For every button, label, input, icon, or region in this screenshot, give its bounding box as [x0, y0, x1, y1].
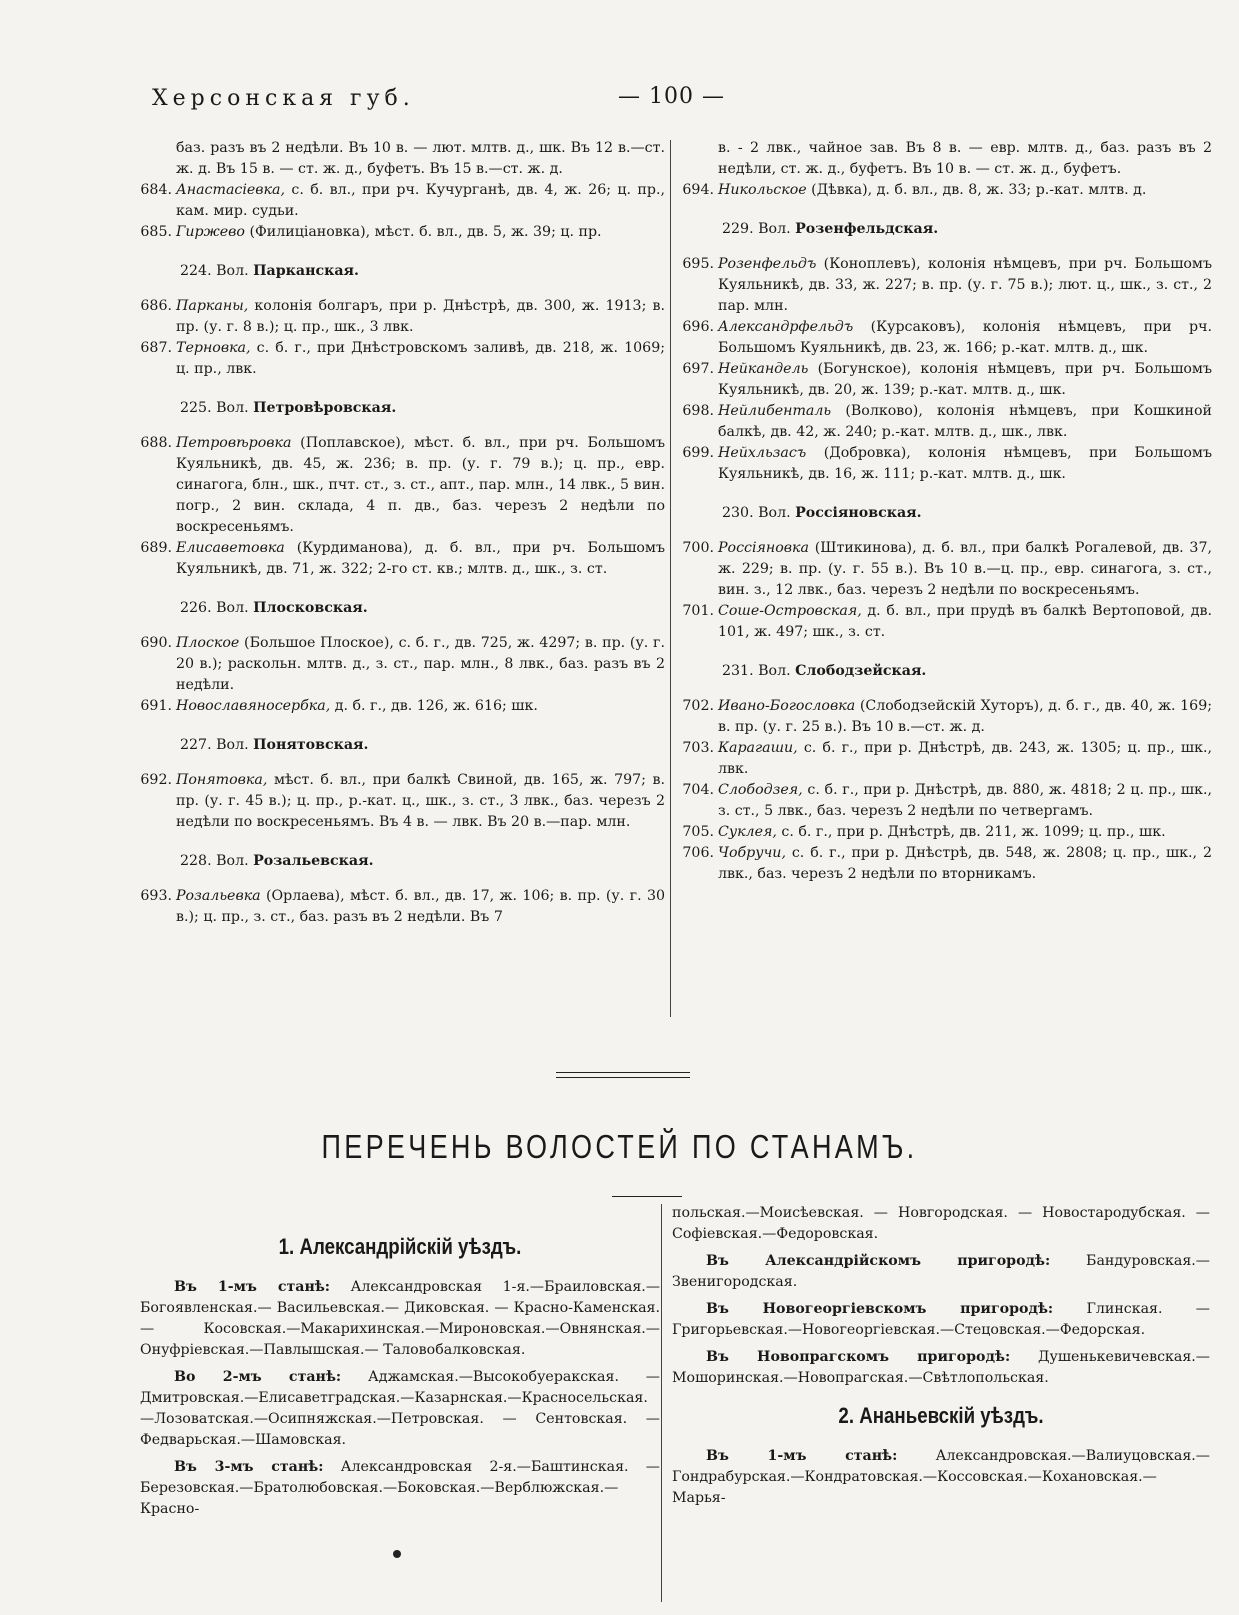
settlement-name: Елисаветовка — [176, 540, 285, 556]
settlement-name: Розенфельдъ — [718, 256, 817, 272]
settlement-name: Розальевка — [176, 888, 261, 904]
settlement-entry — [682, 822, 1212, 843]
settlement-entry — [682, 538, 1212, 601]
entry-number: 700. — [682, 540, 714, 556]
settlement-details: (Филиціановка), мѣст. б. вл., дв. 5, ж. 39; ц. пр. — [249, 224, 602, 240]
settlement-name: Россіяновка — [718, 540, 809, 556]
settlement-entry — [140, 633, 665, 696]
stan-label: Въ 3-мъ станѣ: — [174, 1459, 324, 1475]
running-header-title: Херсонская губ. — [152, 86, 415, 111]
stan-text: Аджамская.—Высокобуеракская. — Дмитровская.—Елисаветградская.—Казарнская.—Красносельская.—Лозоватская.—Осипняжская.—Петровская. — Сентовская. — Федварьская.—Шамовская. — [140, 1369, 660, 1448]
prigorod-label: Въ Новогеоргіевскомъ пригородѣ: — [706, 1301, 1054, 1317]
settlement-details: (Коноплевъ), колонія нѣмцевъ, при рч. Большомъ Куяльникѣ, дв. 33, ж. 227; в. пр. (у. г. 75 в.); лют. ц., шк., з. ст., 2 пар. млн. — [718, 256, 1212, 314]
prigorod-label: Въ Новопрагскомъ пригородѣ: — [706, 1349, 1011, 1365]
settlement-name: Никольское — [718, 182, 807, 198]
uezd-title: 2. Ананьевскій уѣздъ. — [838, 1403, 1044, 1428]
prigorod-paragraph — [672, 1251, 1210, 1293]
entry-number: 691. — [140, 698, 172, 714]
settlement-entry — [140, 180, 665, 222]
stan-label: Во 2-мъ станѣ: — [174, 1369, 342, 1385]
volost-heading — [140, 398, 665, 419]
settlement-entry — [682, 601, 1212, 643]
stan-label: Въ 1-мъ станѣ: — [174, 1279, 331, 1295]
entry-list — [682, 180, 1212, 201]
settlement-details: (Добровка), колонія нѣмцевъ, при Большомъ Куяльникѣ, дв. 16, ж. 111; р.-кат. млтв. д., шк. — [718, 445, 1212, 482]
stan-text: Александровская 2-я.—Баштинская. —Березовская.—Братолюбовская.—Боковская.—Верблюжская.— Красно- — [140, 1459, 660, 1517]
entry-number: 688. — [140, 435, 172, 451]
page-number: — 100 — — [618, 84, 725, 109]
entry-number: 706. — [682, 845, 714, 861]
settlement-details: (Большое Плоское), с. б. г., дв. 725, ж. 4297; в. пр. (у. г. 20 в.); раскольн. млтв. д., з. ст., пар. млн., 8 лвк., баз. разъ въ 2 недѣли. — [176, 635, 665, 693]
entry-number: 692. — [140, 772, 172, 788]
settlement-name: Нейхльзасъ — [718, 445, 807, 461]
settlement-name: Суклея, — [718, 824, 777, 840]
settlement-details: с. б. г., при р. Днѣстрѣ, дв. 243, ж. 1305; ц. пр., шк., лвк. — [718, 740, 1212, 777]
settlement-details: д. б. вл., при прудѣ въ балкѣ Вертоповой, дв. 101, ж. 497; шк., з. ст. — [718, 603, 1212, 640]
volost-name: Розенфельдская. — [795, 221, 939, 237]
volost-heading — [140, 598, 665, 619]
settlement-entry — [682, 738, 1212, 780]
volost-number: 225. — [180, 400, 212, 416]
settlement-entry — [682, 401, 1212, 443]
volost-abbr: Вол. — [216, 400, 249, 416]
settlement-entry — [682, 180, 1212, 201]
settlement-details: с. б. г., при Днѣстровскомъ заливѣ, дв. 218, ж. 1069; ц. пр., лвк. — [176, 340, 665, 377]
volost-heading — [682, 661, 1212, 682]
entry-list — [140, 770, 665, 833]
settlement-name: Новославяносербка, — [176, 698, 331, 714]
settlement-entry — [682, 359, 1212, 401]
settlement-entry — [682, 443, 1212, 485]
volost-number: 226. — [180, 600, 212, 616]
settlement-entry — [140, 770, 665, 833]
settlement-details: (Курсаковъ), колонія нѣмцевъ, при рч. Большомъ Куяльникѣ, дв. 23, ж. 166; р.-кат. млтв. д., шк. — [718, 319, 1212, 356]
volost-abbr: Вол. — [216, 853, 249, 869]
section-rule-top — [556, 1072, 690, 1073]
prigorod-paragraph — [672, 1347, 1210, 1389]
volost-number: 230. — [722, 505, 754, 521]
entry-number: 704. — [682, 782, 714, 798]
settlement-details: колонія болгаръ, при р. Днѣстрѣ, дв. 300, ж. 1913; в. пр. (у. г. 8 в.); ц. пр., шк., 3 лвк. — [176, 298, 665, 335]
volost-name: Понятовская. — [253, 737, 369, 753]
lower-right-column — [672, 1203, 1210, 1515]
prigorod-text: Душенькевичевская.—Мошоринская.—Новопрагская.—Свѣтлопольская. — [672, 1349, 1210, 1386]
settlement-name: Нейкандель — [718, 361, 809, 377]
entry-number: 694. — [682, 182, 714, 198]
prigorod-text: Бандуровская.—Звенигородская. — [672, 1253, 1210, 1290]
volost-heading — [682, 219, 1212, 240]
volost-number: 227. — [180, 737, 212, 753]
settlement-entry — [140, 696, 665, 717]
volost-number: 228. — [180, 853, 212, 869]
entry-number: 696. — [682, 319, 714, 335]
volost-name: Плосковская. — [253, 600, 368, 616]
stan-text: Александровская 1-я.—Браиловская.—Богоявленская.— Васильевская.— Диковская. — Красно-Каменская. — Косовская.—Макарихинская.—Мироновская.—Овнянская.—Онуфріевская.—Павлышская.— Таловобалковская. — [140, 1279, 661, 1358]
settlement-name: Чобручи, — [718, 845, 786, 861]
stan-text: Александровская.—Валиуцовская.—Гондрабурская.—Кондратовская.—Коссовская.—Кохановская.—Марья- — [672, 1448, 1210, 1506]
title-underline — [612, 1196, 682, 1197]
settlement-name: Гиржево — [176, 224, 245, 240]
entry-number: 703. — [682, 740, 714, 756]
settlement-entry — [682, 254, 1212, 317]
settlement-entry — [682, 780, 1212, 822]
continued-text: в. - 2 лвк., чайное зав. Въ 8 в. — евр. млтв. д., баз. разъ въ 2 недѣли, ст. ж. д., буфетъ. Въ 10 в. — ст. ж. д., буфетъ. — [718, 140, 1212, 177]
entry-number: 690. — [140, 635, 172, 651]
volost-abbr: Вол. — [216, 600, 249, 616]
right-column — [682, 138, 1212, 885]
volost-number: 229. — [722, 221, 754, 237]
settlement-name: Анастасіевка, — [176, 182, 285, 198]
volost-abbr: Вол. — [758, 221, 791, 237]
volost-heading — [682, 503, 1212, 524]
entry-number: 698. — [682, 403, 714, 419]
entry-list — [682, 254, 1212, 485]
settlement-details: (Волково), колонія нѣмцевъ, при Кошкиной балкѣ, дв. 42, ж. 240; р.-кат. млтв. д., шк., лвк. — [718, 403, 1212, 440]
settlement-name: Понятовка, — [176, 772, 268, 788]
lower-left-column — [140, 1220, 660, 1526]
settlement-name: Петровѣровка — [176, 435, 292, 451]
entry-number: 697. — [682, 361, 714, 377]
entry-list — [682, 538, 1212, 643]
entry-list — [140, 180, 665, 243]
entry-number: 693. — [140, 888, 172, 904]
section-rule-bottom — [556, 1077, 690, 1078]
entry-number: 702. — [682, 698, 714, 714]
settlement-details: (Курдиманова), д. б. вл., при рч. Большомъ Куяльникѣ, дв. 71, ж. 322; 2-го ст. кв.; млтв. д., шк., з. ст. — [176, 540, 665, 577]
entry-number: 701. — [682, 603, 714, 619]
settlement-entry — [140, 296, 665, 338]
entry-list — [682, 696, 1212, 885]
settlement-details: (Дѣвка), д. б. вл., дв. 8, ж. 33; р.-кат. млтв. д. — [811, 182, 1147, 198]
prigorod-text: Глинская. — Григорьевская.—Новогеоргіевская.—Стецовская.—Федорская. — [672, 1301, 1210, 1338]
volost-heading — [140, 261, 665, 282]
prigorod-paragraph — [672, 1299, 1210, 1341]
settlement-entry — [140, 222, 665, 243]
settlement-details: (Богунское), колонія нѣмцевъ, при рч. Большомъ Куяльникѣ, дв. 20, ж. 139; р.-кат. млтв. д., шк. — [718, 361, 1212, 398]
settlement-details: с. б. вл., при рч. Кучурганѣ, дв. 4, ж. 26; ц. пр., кам. мир. судьи. — [176, 182, 665, 219]
volost-abbr: Вол. — [216, 263, 249, 279]
entry-number: 686. — [140, 298, 172, 314]
volost-heading — [140, 735, 665, 756]
entry-number: 695. — [682, 256, 714, 272]
volost-abbr: Вол. — [758, 663, 791, 679]
volost-name: Россіяновская. — [795, 505, 922, 521]
entry-list — [140, 433, 665, 580]
settlement-entry — [140, 433, 665, 538]
settlement-name: Терновка, — [176, 340, 251, 356]
stan-paragraph — [140, 1277, 660, 1361]
settlement-name: Слободзея, — [718, 782, 803, 798]
settlement-name: Плоское — [176, 635, 240, 651]
entry-number: 685. — [140, 224, 172, 240]
entry-list — [140, 296, 665, 380]
entry-number: 684. — [140, 182, 172, 198]
settlement-name: Парканы, — [176, 298, 249, 314]
volost-abbr: Вол. — [758, 505, 791, 521]
settlement-name: Карагаши, — [718, 740, 798, 756]
settlement-details: мѣст. б. вл., при балкѣ Свиной, дв. 165, ж. 797; в. пр. (у. г. 45 в.); ц. пр., р.-кат. ц., шк., з. ст., 3 лвк., баз. черезъ 2 недѣли по воскресеньямъ. Въ 4 в. — лвк. Въ 20 в.—пар. млн. — [176, 772, 666, 830]
settlement-entry — [682, 317, 1212, 359]
column-divider — [670, 140, 671, 1017]
settlement-name: Ивано-Богословка — [718, 698, 856, 714]
settlement-entry — [140, 338, 665, 380]
volost-number: 231. — [722, 663, 754, 679]
entry-list — [140, 886, 665, 928]
entry-number: 687. — [140, 340, 172, 356]
settlement-details: (Штикинова), д. б. вл., при балкѣ Рогалевой, дв. 37, ж. 229; в. пр. (у. г. 55 в.). Въ 10 в.—ц. пр., евр. синагога, з. ст., вин. з., 12 лвк., баз. черезъ 2 недѣли по воскресеньямъ. — [718, 540, 1212, 598]
uezd-title: 1. Александрійскій уѣздъ. — [278, 1234, 522, 1259]
settlement-details: с. б. г., при р. Днѣстрѣ, дв. 880, ж. 4818; 2 ц. пр., шк., з. ст., 5 лвк., баз. черезъ 2 недѣли по четвергамъ. — [718, 782, 1212, 819]
settlement-details: с. б. г., при р. Днѣстрѣ, дв. 211, ж. 1099; ц. пр., шк. — [781, 824, 1166, 840]
settlement-entry — [682, 696, 1212, 738]
volost-heading — [140, 851, 665, 872]
prigorod-label: Въ Александрійскомъ пригородѣ: — [706, 1253, 1051, 1269]
left-column — [140, 138, 665, 928]
settlement-details: (Слободзейскій Хуторъ), д. б. г., дв. 40, ж. 169; в. пр. (у. г. 25 в.). Въ 10 в.—ст. ж. д. — [718, 698, 1212, 735]
volost-name: Парканская. — [253, 263, 359, 279]
stan-label: Въ 1-мъ станѣ: — [706, 1448, 898, 1464]
settlement-details: (Орлаева), мѣст. б. вл., дв. 17, ж. 106; в. пр. (у. г. 30 в.); ц. пр., з. ст., баз. разъ въ 2 недѣли. Въ 7 — [176, 888, 665, 925]
entry-number: 689. — [140, 540, 172, 556]
settlement-entry — [140, 886, 665, 928]
section-title: ПЕРЕЧЕНЬ ВОЛОСТЕЙ ПО СТАНАМЪ. — [321, 1128, 918, 1165]
settlement-details: д. б. г., дв. 126, ж. 616; шк. — [334, 698, 538, 714]
entry-number: 699. — [682, 445, 714, 461]
continued-text: польская.—Моисѣевская. — Новгородская. — Новостародубская. — Софіевская.—Федоровская. — [672, 1205, 1210, 1242]
settlement-name: Нейлибенталь — [718, 403, 832, 419]
continued-text: баз. разъ въ 2 недѣли. Въ 10 в. — лют. млтв. д., шк. Въ 12 в.—ст. ж. д. Въ 15 в. — ст. ж. д., буфетъ. Въ 15 в.—ст. ж. д. — [176, 140, 665, 177]
volost-name: Розальевская. — [253, 853, 374, 869]
settlement-name: Соше-Островская, — [718, 603, 862, 619]
settlement-entry — [140, 538, 665, 580]
lower-column-divider — [661, 1204, 662, 1602]
entry-list — [140, 633, 665, 717]
settlement-name: Александрфельдъ — [718, 319, 854, 335]
settlement-details: с. б. г., при р. Днѣстрѣ, дв. 548, ж. 2808; ц. пр., шк., 2 лвк., баз. черезъ 2 недѣли по вторникамъ. — [718, 845, 1212, 882]
stan-paragraph — [140, 1457, 660, 1520]
print-speck — [393, 1550, 401, 1558]
entry-number: 705. — [682, 824, 714, 840]
stan-paragraph — [140, 1367, 660, 1451]
volost-name: Петровѣровская. — [253, 400, 397, 416]
settlement-details: (Поплавское), мѣст. б. вл., при рч. Большомъ Куяльникѣ, дв. 45, ж. 236; в. пр. (у. г. 79 в.); ц. пр., евр. синагога, блн., шк., пчт. ст., з. ст., апт., пар. млн., 14 лвк., 5 вин. погр., 2 вин. склада, 4 п. дв., баз. черезъ 2 недѣли по воскресеньямъ. — [176, 435, 665, 535]
stan-paragraph — [672, 1446, 1210, 1509]
settlement-entry — [682, 843, 1212, 885]
volost-number: 224. — [180, 263, 212, 279]
volost-name: Слободзейская. — [795, 663, 927, 679]
volost-abbr: Вол. — [216, 737, 249, 753]
